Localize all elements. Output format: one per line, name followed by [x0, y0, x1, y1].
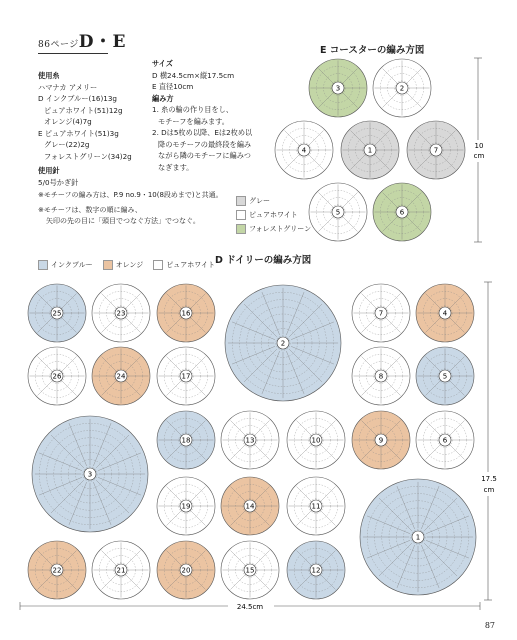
- motif-13: [221, 411, 279, 469]
- e-yarn-2: グレー(22)2g: [44, 140, 90, 149]
- motif-number: 3: [335, 84, 341, 93]
- motif-number: 22: [52, 566, 62, 575]
- motif-number: 3: [87, 470, 93, 479]
- motif-number: 6: [399, 208, 405, 217]
- motif-number: 13: [245, 436, 255, 445]
- motif-number: 26: [52, 372, 62, 381]
- motif-number: 15: [245, 566, 255, 575]
- size-e: E 直径10cm: [152, 82, 194, 91]
- step-2b: 降のモチーフの最終段を編み: [158, 139, 252, 149]
- legend-white: ピュアホワイト: [236, 210, 311, 220]
- motif-number: 16: [181, 309, 191, 318]
- legend-green: フォレストグリーン: [236, 224, 311, 234]
- note-2a: ※モチーフは、数字の順に編み、: [38, 206, 142, 214]
- legend-purewhite: ピュアホワイト: [153, 260, 215, 270]
- motif-4: [275, 121, 333, 179]
- motif-18: [157, 411, 215, 469]
- motif-11: [287, 477, 345, 535]
- step-1b: モチーフを編みます。: [158, 116, 229, 126]
- motif-22: [28, 541, 86, 599]
- d-yarn-3: オレンジ(4)7g: [44, 117, 92, 126]
- motif-2: [373, 59, 431, 117]
- page-number: 87: [484, 621, 495, 630]
- motif-14: [221, 477, 279, 535]
- e-yarn-3: フォレストグリーン(34)2g: [44, 151, 132, 161]
- step-1a: 1. 糸の輪の作り目をし、: [152, 105, 234, 114]
- motif-6: [416, 411, 474, 469]
- motif-number: 18: [181, 436, 191, 445]
- motif-24: [92, 347, 150, 405]
- motif-number: 2: [399, 84, 405, 93]
- motif-number: 19: [181, 502, 191, 511]
- motif-16: [157, 284, 215, 342]
- step-2a: 2. Dは5枚め以降、Eは2枚め以: [152, 128, 253, 137]
- motif-number: 12: [311, 566, 321, 575]
- hook-size: 5/0号かぎ針: [38, 177, 79, 187]
- legend-blue: インクブルー: [38, 260, 93, 270]
- motif-number: 9: [378, 436, 384, 445]
- motif-21: [92, 541, 150, 599]
- method-heading: 編み方: [152, 93, 174, 103]
- d-diagram-title: D ドイリーの編み方図: [215, 255, 312, 266]
- motif-25: [28, 284, 86, 342]
- note-2b: 矢印の先の目に「頭目でつなぐ方法」でつなぐ。: [46, 217, 200, 225]
- motif-7: [407, 121, 465, 179]
- e-diagram-title: E コースターの編み方図: [320, 45, 425, 56]
- step-2d: なぎます。: [158, 162, 194, 172]
- motif-26: [28, 347, 86, 405]
- motif-1: [341, 121, 399, 179]
- motif-5: [309, 183, 367, 241]
- yarn-brand: ハマナカ アメリー: [38, 82, 98, 92]
- legend-gray: グレー: [236, 196, 311, 206]
- motif-number: 5: [442, 372, 448, 381]
- legend-orange: オレンジ: [103, 260, 144, 270]
- motif-number: 20: [181, 566, 191, 575]
- motif-7: [352, 284, 410, 342]
- motif-17: [157, 347, 215, 405]
- motif-8: [352, 347, 410, 405]
- motif-3: [309, 59, 367, 117]
- e-dim-value: 10: [474, 142, 484, 150]
- yarn-heading: 使用糸: [38, 71, 60, 80]
- d-doily-diagram: [28, 284, 476, 599]
- note-1: ※モチーフの編み方は、P.9 no.9・10(8段めまで)と共通。: [38, 191, 223, 199]
- e-yarn-1: E ピュアホワイト(51)3g: [38, 128, 119, 138]
- motif-number: 2: [280, 339, 286, 348]
- motif-2: [225, 285, 341, 401]
- d-width-label: 24.5cm: [236, 603, 264, 611]
- motif-number: 23: [116, 309, 126, 318]
- d-yarn-1: D インクブルー(16)13g: [38, 94, 117, 103]
- motif-number: 8: [378, 372, 384, 381]
- motif-number: 7: [433, 146, 439, 155]
- e-coaster-diagram: [275, 59, 465, 241]
- d-height-value: 17.5: [481, 475, 497, 483]
- size-heading: サイズ: [152, 59, 173, 68]
- motif-5: [416, 347, 474, 405]
- motif-number: 21: [116, 566, 126, 575]
- motif-6: [373, 183, 431, 241]
- motif-number: 4: [301, 146, 307, 155]
- motif-23: [92, 284, 150, 342]
- motif-15: [221, 541, 279, 599]
- e-dim-unit: cm: [473, 152, 485, 160]
- page-ref: 86ページ: [38, 40, 79, 50]
- motif-number: 7: [378, 309, 384, 318]
- motif-number: 17: [181, 372, 191, 381]
- motif-number: 6: [442, 436, 448, 445]
- page-title: D・E: [78, 32, 127, 52]
- motif-12: [287, 541, 345, 599]
- motif-number: 5: [335, 208, 341, 217]
- motif-number: 24: [116, 372, 126, 381]
- motif-number: 11: [311, 502, 321, 511]
- motif-number: 14: [245, 502, 255, 511]
- motif-20: [157, 541, 215, 599]
- e-dimension: [472, 58, 486, 242]
- size-d: D 横24.5cm×縦17.5cm: [152, 70, 235, 80]
- motif-number: 1: [415, 533, 421, 542]
- motif-number: 25: [52, 309, 62, 318]
- motif-3: [32, 416, 148, 532]
- motif-19: [157, 477, 215, 535]
- step-2c: ながら隣のモチーフに編みつ: [158, 151, 251, 160]
- motif-number: 4: [442, 309, 448, 318]
- motif-1: [360, 479, 476, 595]
- motif-number: 1: [367, 146, 373, 155]
- motif-9: [352, 411, 410, 469]
- motif-number: 10: [311, 436, 321, 445]
- motif-4: [416, 284, 474, 342]
- motif-10: [287, 411, 345, 469]
- hook-heading: 使用針: [38, 166, 60, 175]
- d-height-unit: cm: [483, 486, 495, 494]
- d-yarn-2: ピュアホワイト(51)12g: [44, 105, 123, 115]
